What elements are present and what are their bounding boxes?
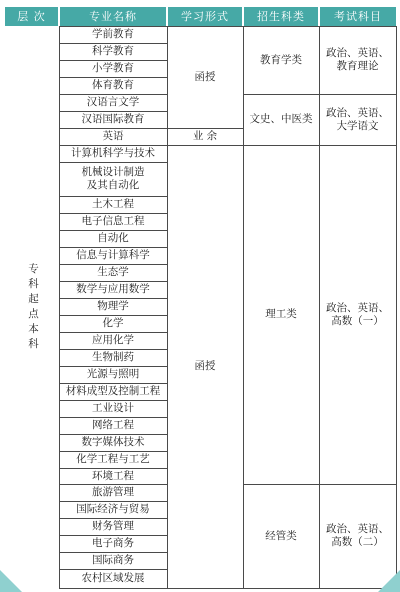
grid-line — [59, 111, 168, 112]
major-cell: 机械设计制造 及其自动化 — [81, 166, 145, 191]
grid-line — [59, 501, 168, 502]
major-cell: 农村区域发展 — [81, 572, 145, 584]
major-cell: 计算机科学与技术 — [71, 147, 155, 159]
grid-line — [59, 213, 168, 214]
major-cell: 信息与计算科学 — [76, 249, 150, 261]
major-cell: 学前教育 — [92, 28, 134, 40]
grid-line — [59, 468, 168, 469]
study-form-distance-2: 函授 — [194, 360, 216, 372]
grid-line — [319, 26, 320, 589]
grid-line — [59, 43, 168, 44]
grid-line — [59, 434, 168, 435]
major-cell: 汉语国际教育 — [81, 113, 145, 125]
grid-line — [59, 366, 168, 367]
grid-line — [59, 349, 168, 350]
header-level: 层 次 — [5, 7, 58, 26]
grid-line — [59, 400, 168, 401]
major-cell: 生物制药 — [92, 351, 134, 363]
grid-line — [59, 383, 168, 384]
grid-line — [59, 128, 168, 129]
grid-line — [59, 588, 397, 589]
major-cell: 生态学 — [97, 266, 129, 278]
grid-line — [59, 451, 168, 452]
grid-line — [59, 332, 168, 333]
major-cell: 数字媒体技术 — [81, 436, 145, 448]
grid-line — [59, 247, 168, 248]
major-cell: 化学 — [102, 317, 124, 329]
major-cell: 土木工程 — [92, 198, 134, 210]
category-science-engineering: 理工类 — [265, 308, 297, 320]
major-cell: 体育教育 — [92, 79, 134, 91]
major-cell: 自动化 — [97, 232, 129, 244]
major-cell: 旅游管理 — [92, 486, 134, 498]
major-cell: 财务管理 — [92, 520, 134, 532]
exam-economics-management: 政治、英语、 高数（二） — [326, 523, 389, 548]
grid-line — [59, 417, 168, 418]
major-cell: 化学工程与工艺 — [76, 453, 150, 465]
grid-line — [59, 264, 168, 265]
grid-line — [59, 77, 168, 78]
major-cell: 国际商务 — [92, 554, 134, 566]
grid-line — [59, 552, 168, 553]
grid-line — [59, 94, 168, 95]
major-cell: 物理学 — [97, 300, 129, 312]
grid-line — [396, 26, 397, 589]
major-cell: 电子信息工程 — [81, 215, 145, 227]
major-cell: 国际经济与贸易 — [76, 503, 150, 515]
level-text: 专科起点本科 — [28, 263, 39, 350]
header-exam: 考试科目 — [320, 7, 396, 26]
study-form-distance-1: 函授 — [194, 70, 216, 83]
grid-line — [243, 484, 397, 485]
grid-line — [243, 94, 397, 95]
header-form: 学习形式 — [168, 7, 242, 26]
grid-line — [59, 315, 168, 316]
grid-line — [243, 145, 397, 146]
grid-line — [59, 518, 168, 519]
grid-line — [59, 484, 168, 485]
grid-line — [59, 535, 168, 536]
major-cell: 环境工程 — [92, 469, 134, 482]
grid-line — [59, 196, 168, 197]
grid-line — [167, 145, 244, 146]
major-cell: 汉语言文学 — [86, 96, 140, 108]
grid-line — [167, 128, 244, 129]
grid-line — [59, 569, 168, 570]
major-cell: 工业设计 — [92, 402, 134, 414]
major-cell: 科学教育 — [92, 45, 134, 57]
grid-line — [59, 60, 168, 61]
major-cell: 应用化学 — [92, 334, 134, 346]
major-cell: 材料成型及控制工程 — [65, 385, 161, 397]
major-cell: 电子商务 — [92, 537, 134, 549]
major-cell: 光源与照明 — [86, 368, 140, 380]
grid-line — [59, 162, 168, 163]
header-category: 招生科类 — [244, 7, 318, 26]
category-liberal-arts: 文史、中医类 — [249, 113, 313, 125]
header-major: 专业名称 — [60, 7, 166, 26]
major-cell: 网络工程 — [92, 419, 134, 431]
major-cell: 小学教育 — [92, 62, 134, 74]
exam-liberal-arts: 政治、英语、 大学语文 — [326, 106, 389, 132]
study-form-part-time: 业 余 — [192, 130, 218, 142]
category-education: 教育学类 — [260, 53, 302, 66]
grid-line — [59, 298, 168, 299]
corner-accent-right — [378, 570, 400, 592]
grid-line — [59, 281, 168, 282]
level-cell — [8, 26, 59, 588]
exam-science-engineering: 政治、英语、 高数（一） — [326, 301, 389, 327]
exam-education: 政治、英语、 教育理论 — [326, 47, 389, 72]
grid-line — [59, 145, 168, 146]
grid-line — [59, 230, 168, 231]
major-cell: 英语 — [102, 130, 124, 142]
grid-line — [59, 26, 397, 27]
grid-line — [243, 26, 244, 589]
corner-accent-left — [0, 570, 22, 592]
category-economics-management: 经管类 — [265, 529, 297, 542]
major-cell: 数学与应用数学 — [76, 283, 150, 295]
